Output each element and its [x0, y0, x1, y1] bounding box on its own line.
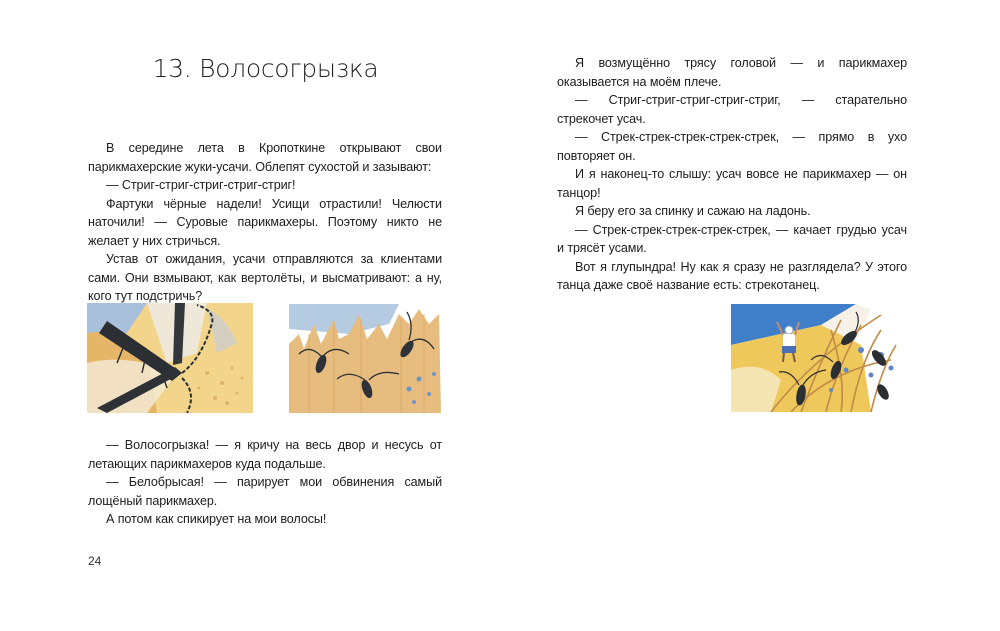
paragraph: — Стрек-стрек-стрек-стрек-стрек, — прямо в ухо повторяет он. [557, 130, 907, 163]
right-page [500, 0, 1000, 631]
beetle-closeup-illustration [87, 303, 253, 413]
girl-and-beetles-illustration [731, 300, 899, 412]
paragraph: И я наконец-то слышу: усач вовсе не парикмахер — он танцор! [557, 167, 907, 200]
paragraph: Фартуки чёрные надели! Усищи отрастили! Челюсти наточили! — Суровые парикмахеры. Поэтому никто не желает у них стричься. [88, 196, 442, 248]
paragraph: А потом как спикирует на мои волосы! [106, 512, 327, 526]
paragraph: Вот я глупындра! Ну как я сразу не разглядела? У этого танца даже своё название есть: стрекотанец. [557, 259, 907, 292]
chapter-title: 13. Волосогрызка [152, 54, 379, 83]
text-block-top [88, 139, 442, 306]
page-number: 24 [88, 554, 102, 568]
paragraph: — Стриг-стриг-стриг-стриг-стриг! [106, 178, 296, 192]
paragraph: В середине лета в Кропоткине открывают свои парикмахерские жуки-усачи. Облепят сухостой и зазывают: [88, 141, 442, 174]
paragraph: — Стриг-стриг-стриг-стриг-стриг, — старательно стрекочет усач. [557, 93, 907, 126]
text-block [557, 54, 907, 295]
paragraph: — Волосогрызка! — я кричу на весь двор и несусь от летающих парикмахеров куда подальше. [88, 438, 442, 471]
paragraph: — Стрек-стрек-стрек-стрек-стрек, — качает грудью усач и трясёт усами. [557, 222, 907, 255]
paragraph: Я беру его за спинку и сажаю на ладонь. [575, 204, 811, 218]
paragraph: — Белобрысая! — парирует мои обвинения самый лощёный парикмахер. [88, 475, 442, 508]
beetles-in-grass-illustration [289, 304, 441, 413]
text-block-bottom [88, 436, 442, 529]
paragraph: Устав от ожидания, усачи отправляются за клиентами сами. Они взмывают, как вертолёты, и высматривают: а ну, кого тут подстричь? [88, 252, 442, 303]
paragraph: Я возмущённо трясу головой — и парикмахер оказывается на моём плече. [557, 56, 907, 89]
